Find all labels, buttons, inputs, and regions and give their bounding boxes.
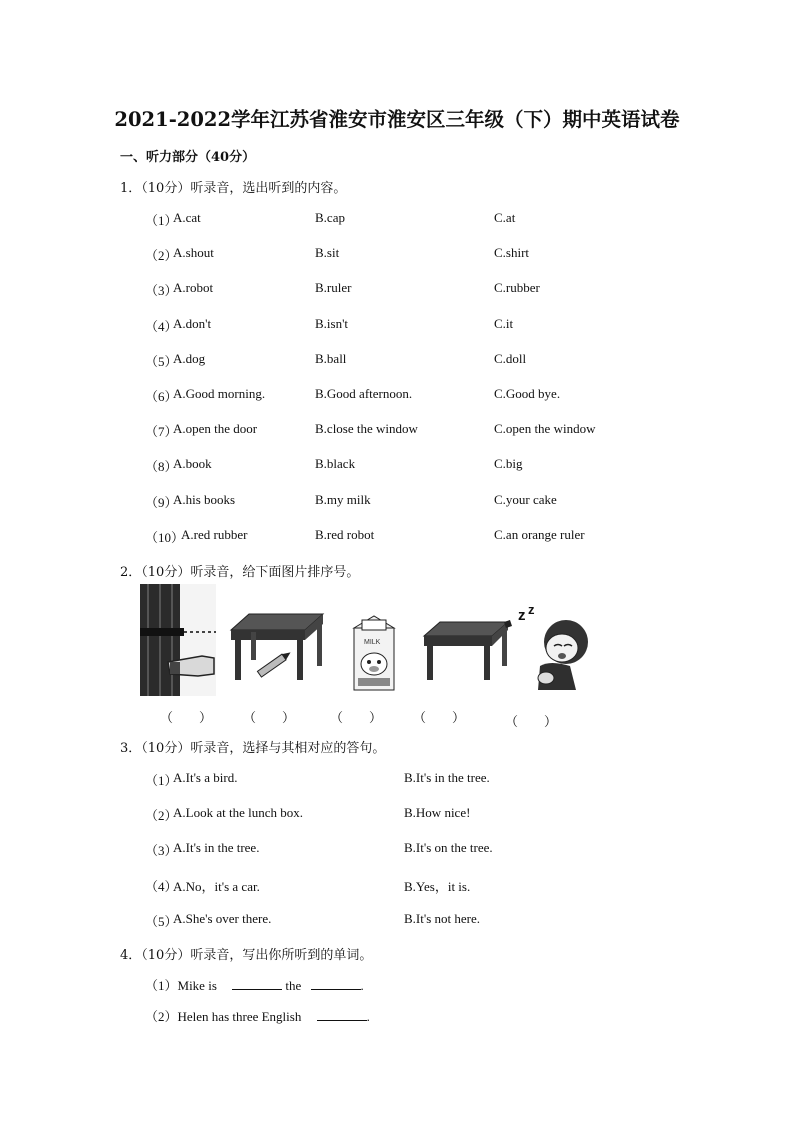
q4-item-1-end: . bbox=[360, 978, 364, 993]
q1-option-c[interactable]: C.it bbox=[494, 315, 514, 331]
door-hand-picture bbox=[140, 584, 216, 696]
q1-option-c[interactable]: C.open the window bbox=[494, 421, 596, 437]
q4-item-2-blank1[interactable] bbox=[317, 1008, 367, 1021]
answer-bracket[interactable]: （ ） bbox=[243, 711, 296, 726]
q1-option-a[interactable]: A.shout bbox=[173, 245, 214, 261]
answer-bracket[interactable]: （ ） bbox=[413, 711, 466, 726]
q1-option-a[interactable]: A.dog bbox=[173, 350, 206, 366]
q3-option-b[interactable]: B.It's in the tree. bbox=[404, 770, 490, 785]
q1-option-c[interactable]: C.rubber bbox=[494, 280, 540, 296]
q4-item-1-blank1[interactable] bbox=[232, 977, 282, 990]
q4-item-1-text1: Mike is bbox=[177, 978, 217, 993]
q1-option-b[interactable]: B.red robot bbox=[315, 526, 375, 542]
q1-option-b[interactable]: B.ruler bbox=[315, 280, 352, 296]
q1-option-b[interactable]: B.cap bbox=[315, 210, 345, 225]
q3-option-b[interactable]: B.It's not here. bbox=[404, 910, 480, 926]
q1-option-b[interactable]: B.Good afternoon. bbox=[315, 386, 413, 401]
milk-box-picture bbox=[348, 612, 400, 692]
q1-option-a[interactable]: A.book bbox=[173, 456, 212, 472]
q1-option-b[interactable]: B.black bbox=[315, 456, 356, 472]
q1-item-number: （6） bbox=[145, 389, 178, 404]
q1-option-a[interactable]: A.Good morning. bbox=[173, 386, 266, 401]
q4-item-1-text2: the bbox=[285, 978, 302, 993]
svg-text:z: z bbox=[528, 602, 535, 617]
q1-option-c[interactable]: C.doll bbox=[494, 350, 527, 366]
page-title: 2021-2022学年江苏省淮安市淮安区三年级（下）期中英语试卷 bbox=[114, 108, 680, 131]
q1-option-a[interactable]: A.his books bbox=[173, 491, 236, 507]
q1-option-c[interactable]: C.an orange ruler bbox=[494, 526, 585, 542]
sleeping-boy-picture bbox=[510, 600, 596, 694]
q1-item-number: （5） bbox=[145, 353, 178, 369]
q1-item-number: （10） bbox=[145, 529, 185, 545]
q1-option-c[interactable]: C.at bbox=[494, 210, 516, 225]
section-listening: 一、听力部分（40分） bbox=[120, 150, 256, 165]
q3-option-a[interactable]: A.It's in the tree. bbox=[173, 840, 260, 856]
q3-option-a[interactable]: A.She's over there. bbox=[173, 910, 272, 926]
q4-item-1 bbox=[145, 975, 364, 994]
q3-option-b[interactable]: B.Yes，it is. bbox=[404, 878, 471, 894]
q1-option-a[interactable]: A.cat bbox=[173, 210, 201, 225]
q1-option-b[interactable]: B.my milk bbox=[315, 491, 371, 507]
svg-text:z: z bbox=[518, 607, 526, 624]
q3-item-number: （1） bbox=[145, 773, 178, 788]
q3-option-b[interactable]: B.How nice! bbox=[404, 805, 471, 821]
answer-bracket[interactable]: （ ） bbox=[160, 711, 213, 726]
q1-option-c[interactable]: C.shirt bbox=[494, 245, 530, 261]
q1-option-a[interactable]: A.open the door bbox=[173, 421, 258, 437]
q3-item-number: （4） bbox=[145, 878, 178, 894]
q1-stem: 1．（10分）听录音，选出听到的内容。 bbox=[120, 181, 347, 196]
q3-option-b[interactable]: B.It's on the tree. bbox=[404, 840, 493, 856]
q3-item-number: （2） bbox=[145, 808, 178, 824]
q4-item-1-blank2[interactable] bbox=[311, 977, 361, 990]
q1-item-number: （4） bbox=[145, 318, 178, 334]
q3-stem: 3．（10分）听录音，选择与其相对应的答句。 bbox=[120, 741, 386, 756]
answer-bracket[interactable]: （ ） bbox=[330, 711, 383, 726]
q1-option-c[interactable]: C.big bbox=[494, 456, 523, 472]
q1-item-number: （8） bbox=[145, 459, 178, 475]
q3-option-a[interactable]: A.No，it's a car. bbox=[173, 878, 260, 894]
q1-item-number: （7） bbox=[145, 424, 178, 440]
q1-item-number: （1） bbox=[145, 213, 178, 228]
answer-bracket[interactable]: （ ） bbox=[505, 715, 558, 730]
q3-option-a[interactable]: A.It's a bird. bbox=[173, 770, 238, 785]
q1-option-a[interactable]: A.red rubber bbox=[181, 526, 248, 542]
q1-item-number: （9） bbox=[145, 494, 178, 510]
q3-item-number: （3） bbox=[145, 843, 178, 859]
q2-stem: 2．（10分）听录音，给下面图片排序号。 bbox=[120, 565, 360, 580]
desk-with-pencil-picture bbox=[227, 612, 327, 682]
q4-item-2-text1: Helen has three English bbox=[177, 1009, 302, 1024]
q1-option-b[interactable]: B.isn't bbox=[315, 315, 349, 331]
q1-option-b[interactable]: B.sit bbox=[315, 245, 340, 261]
q4-item-2-num: （2） bbox=[145, 1009, 178, 1024]
q1-option-a[interactable]: A.robot bbox=[173, 280, 214, 296]
q4-stem: 4．（10分）听录音，写出你所听到的单词。 bbox=[120, 948, 373, 963]
svg-text:MILK: MILK bbox=[364, 639, 381, 646]
q1-option-b[interactable]: B.close the window bbox=[315, 421, 418, 437]
desk-picture bbox=[420, 620, 512, 682]
q1-option-c[interactable]: C.Good bye. bbox=[494, 386, 561, 401]
q4-item-2-end: . bbox=[366, 1009, 370, 1024]
q1-option-a[interactable]: A.don't bbox=[173, 315, 212, 331]
q1-option-c[interactable]: C.your cake bbox=[494, 491, 557, 507]
q1-item-number: （3） bbox=[145, 283, 178, 299]
q1-option-b[interactable]: B.ball bbox=[315, 350, 347, 366]
q1-item-number: （2） bbox=[145, 248, 178, 264]
q4-item-2 bbox=[145, 1006, 370, 1025]
q3-option-a[interactable]: A.Look at the lunch box. bbox=[173, 805, 303, 821]
q3-item-number: （5） bbox=[145, 913, 178, 929]
q4-item-1-num: （1） bbox=[145, 978, 178, 993]
